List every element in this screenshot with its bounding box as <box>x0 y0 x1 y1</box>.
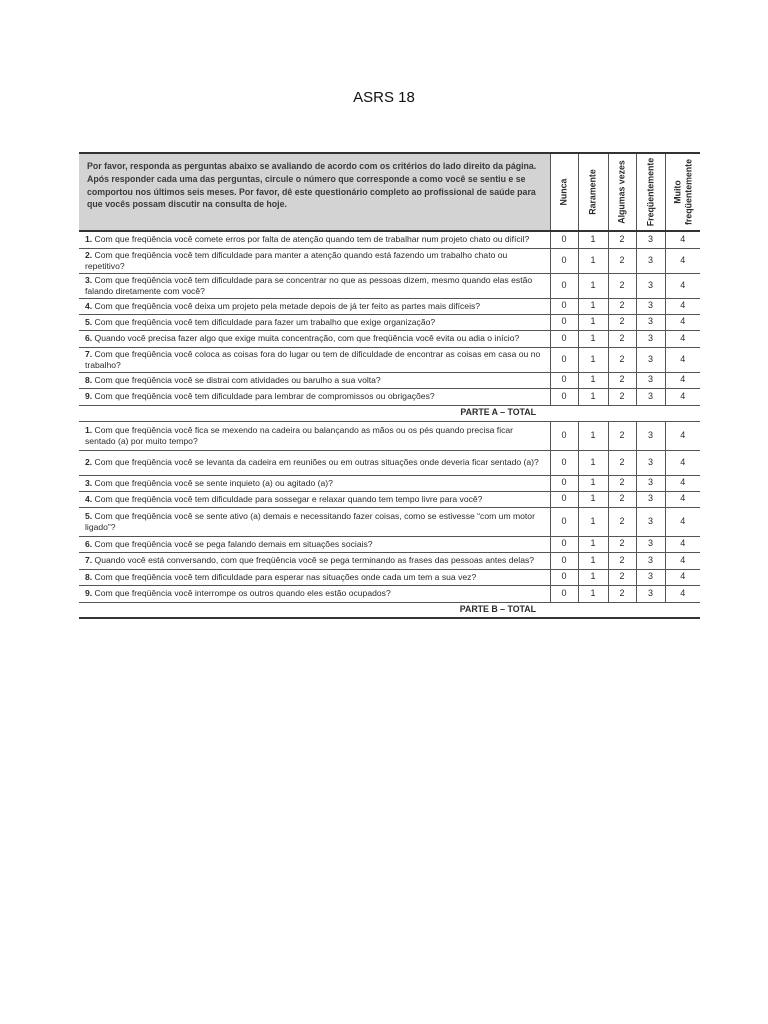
rating-option-2[interactable]: 2 <box>608 273 636 298</box>
rating-option-0[interactable]: 0 <box>550 491 578 507</box>
rating-option-4[interactable]: 4 <box>665 585 700 602</box>
rating-option-2[interactable]: 2 <box>608 569 636 585</box>
question-text-cell <box>79 330 550 347</box>
question-number: 7. <box>85 555 93 565</box>
rating-option-1[interactable]: 1 <box>578 569 608 585</box>
question-number: 2. <box>85 457 93 467</box>
rating-option-4[interactable]: 4 <box>665 507 700 536</box>
rating-option-4[interactable]: 4 <box>665 475 700 491</box>
rating-option-0[interactable]: 0 <box>550 475 578 491</box>
question-text-cell <box>79 450 550 475</box>
document-title: ASRS 18 <box>353 89 415 106</box>
question-text: Quando você precisa fazer algo que exige muita concentração, com que freqüência você evita ou adia o início? <box>92 333 520 343</box>
rating-option-2[interactable]: 2 <box>608 248 636 273</box>
rating-option-3[interactable]: 3 <box>636 248 665 273</box>
rating-option-3[interactable]: 3 <box>636 569 665 585</box>
question-text: Com que freqüência você tem dificuldade para lembrar de compromissos ou obrigações? <box>92 391 435 401</box>
question-text-cell <box>79 475 550 491</box>
question-text-cell <box>79 536 550 552</box>
instructions-text: Por favor, responda as perguntas abaixo se avaliando de acordo com os critérios do lado direito da página. Após responder cada uma das perguntas, circule o número que corresponde a como você se sentiu e se comportou nos últimos seis meses. Por favor, dê este questionário completo ao profissional de saúde para que vocês possam discutir na consulta de hoje. <box>79 153 550 231</box>
question-text-cell <box>79 421 550 450</box>
question-number: 5. <box>85 316 93 327</box>
rating-option-1[interactable]: 1 <box>578 536 608 552</box>
question-text: Com que freqüência você tem dificuldade para fazer um trabalho que exige organização? <box>92 316 436 327</box>
question-text-cell <box>79 507 550 536</box>
rating-option-2[interactable]: 2 <box>608 330 636 347</box>
question-number: 4. <box>85 300 93 311</box>
question-row <box>79 314 700 330</box>
rating-option-1[interactable]: 1 <box>578 585 608 602</box>
question-number: 9. <box>85 391 93 401</box>
rating-option-2[interactable]: 2 <box>608 585 636 602</box>
rating-option-2[interactable]: 2 <box>608 314 636 330</box>
rating-option-3[interactable]: 3 <box>636 421 665 450</box>
question-text-cell <box>79 347 550 372</box>
rating-option-1[interactable]: 1 <box>578 347 608 372</box>
rating-option-3[interactable]: 3 <box>636 491 665 507</box>
question-number: 4. <box>85 493 93 504</box>
rating-option-0[interactable]: 0 <box>550 507 578 536</box>
rating-option-1[interactable]: 1 <box>578 314 608 330</box>
question-row <box>79 273 700 298</box>
question-text: Com que freqüência você se pega falando demais em situações sociais? <box>92 538 373 549</box>
question-row <box>79 248 700 273</box>
rating-option-4[interactable]: 4 <box>665 347 700 372</box>
rating-option-3[interactable]: 3 <box>636 298 665 314</box>
rating-option-2[interactable]: 2 <box>608 231 636 248</box>
question-number: 8. <box>85 571 93 582</box>
rating-option-0[interactable]: 0 <box>550 552 578 569</box>
column-header-raramente <box>578 153 608 231</box>
rating-option-0[interactable]: 0 <box>550 298 578 314</box>
rating-option-1[interactable]: 1 <box>578 372 608 388</box>
total-label: PARTE B – TOTAL <box>79 602 550 618</box>
total-blank <box>550 405 700 421</box>
question-row <box>79 421 700 450</box>
rating-option-0[interactable]: 0 <box>550 372 578 388</box>
column-header-algumas-vezes <box>608 153 636 231</box>
question-row <box>79 372 700 388</box>
rating-option-3[interactable]: 3 <box>636 273 665 298</box>
rating-option-4[interactable]: 4 <box>665 569 700 585</box>
question-row <box>79 569 700 585</box>
question-text-cell <box>79 298 550 314</box>
rating-option-2[interactable]: 2 <box>608 491 636 507</box>
question-text: Com que freqüência você fica se mexendo na cadeira ou balançando as mãos ou os pés quando precisa ficar sentado (a) por muito tempo? <box>85 424 514 446</box>
question-text: Com que freqüência você tem dificuldade para se concentrar no que as pessoas dizem, mesmo quando elas estão falando diretamente com você? <box>85 274 533 296</box>
rating-option-0[interactable]: 0 <box>550 314 578 330</box>
question-text-cell <box>79 491 550 507</box>
rating-option-3[interactable]: 3 <box>636 372 665 388</box>
rating-option-2[interactable]: 2 <box>608 347 636 372</box>
question-row <box>79 475 700 491</box>
rating-option-3[interactable]: 3 <box>636 314 665 330</box>
column-header-frequentemente <box>636 153 665 231</box>
question-row <box>79 536 700 552</box>
question-row <box>79 507 700 536</box>
column-header-label: Algumas vezes <box>616 160 627 224</box>
question-text-cell <box>79 388 550 405</box>
rating-option-4[interactable]: 4 <box>665 552 700 569</box>
rating-option-2[interactable]: 2 <box>608 388 636 405</box>
column-header-label: Nunca <box>558 178 569 206</box>
rating-option-4[interactable]: 4 <box>665 298 700 314</box>
question-number: 6. <box>85 333 93 343</box>
rating-option-1[interactable]: 1 <box>578 507 608 536</box>
rating-option-4[interactable]: 4 <box>665 314 700 330</box>
rating-option-3[interactable]: 3 <box>636 475 665 491</box>
header-row <box>79 153 700 231</box>
rating-option-1[interactable]: 1 <box>578 298 608 314</box>
rating-option-2[interactable]: 2 <box>608 507 636 536</box>
rating-option-0[interactable]: 0 <box>550 388 578 405</box>
rating-option-3[interactable]: 3 <box>636 536 665 552</box>
total-blank <box>550 602 700 618</box>
rating-option-1[interactable]: 1 <box>578 552 608 569</box>
question-row <box>79 585 700 602</box>
question-text-cell <box>79 314 550 330</box>
question-text: Com que freqüência você tem dificuldade para esperar nas situações onde cada um tem a sua vez? <box>92 571 477 582</box>
rating-option-0[interactable]: 0 <box>550 231 578 248</box>
question-number: 3. <box>85 274 93 285</box>
rating-option-0[interactable]: 0 <box>550 273 578 298</box>
question-row <box>79 552 700 569</box>
question-number: 8. <box>85 374 93 385</box>
part-a-total-row <box>79 405 700 421</box>
rating-option-0[interactable]: 0 <box>550 347 578 372</box>
asrs-questionnaire-table <box>79 152 700 619</box>
question-text-cell <box>79 231 550 248</box>
column-header-label: Muito freqüentemente <box>672 159 693 225</box>
question-text-cell <box>79 585 550 602</box>
rating-option-1[interactable]: 1 <box>578 421 608 450</box>
rating-option-1[interactable]: 1 <box>578 231 608 248</box>
question-number: 3. <box>85 477 93 488</box>
rating-option-4[interactable]: 4 <box>665 491 700 507</box>
question-row <box>79 388 700 405</box>
question-row <box>79 450 700 475</box>
rating-option-2[interactable]: 2 <box>608 450 636 475</box>
question-text: Com que freqüência você se levanta da cadeira em reuniões ou em outras situações onde deveria ficar sentado (a)? <box>92 457 539 467</box>
question-number: 9. <box>85 588 93 598</box>
question-row <box>79 231 700 248</box>
rating-option-4[interactable]: 4 <box>665 450 700 475</box>
rating-option-4[interactable]: 4 <box>665 372 700 388</box>
rating-option-1[interactable]: 1 <box>578 248 608 273</box>
question-row <box>79 330 700 347</box>
question-text-cell <box>79 569 550 585</box>
part-b-total-row <box>79 602 700 618</box>
column-header-nunca <box>550 153 578 231</box>
rating-option-0[interactable]: 0 <box>550 585 578 602</box>
question-text: Com que freqüência você se sente inquieto (a) ou agitado (a)? <box>92 477 333 488</box>
rating-option-2[interactable]: 2 <box>608 475 636 491</box>
rating-option-4[interactable]: 4 <box>665 330 700 347</box>
rating-option-3[interactable]: 3 <box>636 330 665 347</box>
rating-option-4[interactable]: 4 <box>665 248 700 273</box>
rating-option-3[interactable]: 3 <box>636 450 665 475</box>
rating-option-0[interactable]: 0 <box>550 248 578 273</box>
question-text: Com que freqüência você interrompe os outros quando eles estão ocupados? <box>92 588 391 598</box>
rating-option-1[interactable]: 1 <box>578 330 608 347</box>
question-text: Com que freqüência você deixa um projeto pela metade depois de já ter feito as partes mais difíceis? <box>92 300 481 311</box>
rating-option-3[interactable]: 3 <box>636 585 665 602</box>
question-text: Com que freqüência você tem dificuldade para manter a atenção quando está fazendo um trabalho chato ou repetitivo? <box>85 249 508 271</box>
question-number: 5. <box>85 510 93 521</box>
question-text: Com que freqüência você tem dificuldade para sossegar e relaxar quando tem tempo livre para você? <box>92 493 483 504</box>
column-header-label: Raramente <box>587 169 598 215</box>
rating-option-2[interactable]: 2 <box>608 372 636 388</box>
question-number: 2. <box>85 249 93 260</box>
question-text: Com que freqüência você coloca as coisas fora do lugar ou tem de dificuldade de encontrar as coisas em casa ou no trabalho? <box>85 348 541 370</box>
rating-option-3[interactable]: 3 <box>636 231 665 248</box>
question-text-cell <box>79 372 550 388</box>
rating-option-4[interactable]: 4 <box>665 231 700 248</box>
rating-option-1[interactable]: 1 <box>578 388 608 405</box>
question-row <box>79 491 700 507</box>
question-number: 6. <box>85 538 93 549</box>
rating-option-0[interactable]: 0 <box>550 330 578 347</box>
rating-option-1[interactable]: 1 <box>578 475 608 491</box>
rating-option-2[interactable]: 2 <box>608 421 636 450</box>
rating-option-0[interactable]: 0 <box>550 421 578 450</box>
question-row <box>79 347 700 372</box>
total-label: PARTE A – TOTAL <box>79 405 550 421</box>
rating-option-3[interactable]: 3 <box>636 347 665 372</box>
rating-option-3[interactable]: 3 <box>636 507 665 536</box>
question-text-cell <box>79 273 550 298</box>
rating-option-0[interactable]: 0 <box>550 450 578 475</box>
rating-option-2[interactable]: 2 <box>608 552 636 569</box>
question-text: Com que freqüência você se distrai com atividades ou barulho a sua volta? <box>92 374 381 385</box>
rating-option-4[interactable]: 4 <box>665 273 700 298</box>
rating-option-1[interactable]: 1 <box>578 450 608 475</box>
question-row <box>79 298 700 314</box>
rating-option-1[interactable]: 1 <box>578 273 608 298</box>
question-number: 7. <box>85 348 93 359</box>
rating-option-0[interactable]: 0 <box>550 536 578 552</box>
question-text: Com que freqüência você se sente ativo (a) demais e necessitando fazer coisas, como se estivesse “com um motor ligado”? <box>85 510 535 532</box>
question-number: 1. <box>85 234 93 245</box>
question-text-cell <box>79 552 550 569</box>
column-header-muito-frequentemente <box>665 153 700 231</box>
rating-option-1[interactable]: 1 <box>578 491 608 507</box>
rating-option-4[interactable]: 4 <box>665 536 700 552</box>
question-text-cell <box>79 248 550 273</box>
rating-option-4[interactable]: 4 <box>665 388 700 405</box>
rating-option-2[interactable]: 2 <box>608 298 636 314</box>
question-number: 1. <box>85 424 93 435</box>
rating-option-2[interactable]: 2 <box>608 536 636 552</box>
question-text: Com que freqüência você comete erros por falta de atenção quando tem de trabalhar num projeto chato ou difícil? <box>92 234 530 245</box>
rating-option-4[interactable]: 4 <box>665 421 700 450</box>
rating-option-3[interactable]: 3 <box>636 388 665 405</box>
column-header-label: Freqüentemente <box>645 157 656 227</box>
rating-option-0[interactable]: 0 <box>550 569 578 585</box>
question-text: Quando você está conversando, com que freqüência você se pega terminando as frases das pessoas antes delas? <box>92 555 535 565</box>
rating-option-3[interactable]: 3 <box>636 552 665 569</box>
